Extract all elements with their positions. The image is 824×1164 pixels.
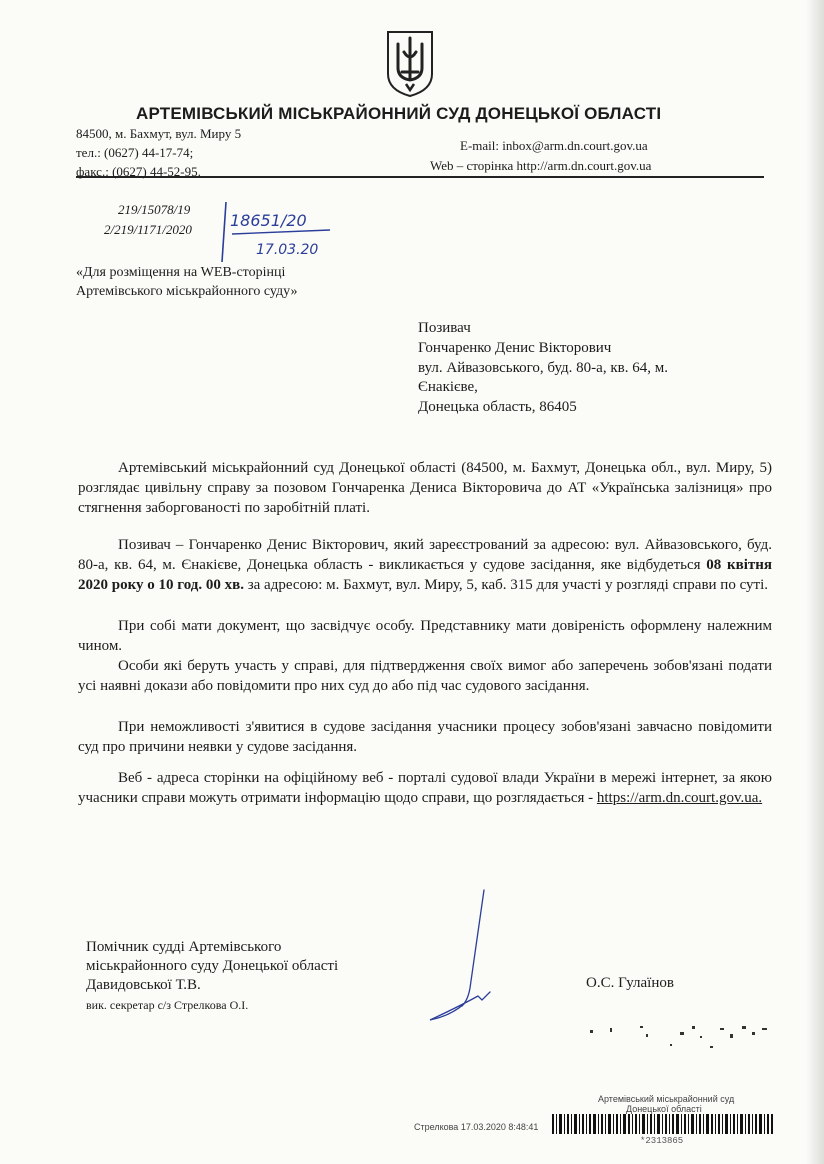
paragraph-absence: При неможливості з'явитися в судове засідання учасники процесу зобов'язані завчасно повідомити суд про причини неявки у судове засідання.	[78, 719, 772, 755]
web-address-text: Веб - адреса сторінки на офіційному веб - порталі судової влади України в мережі інтернет, за якою учасники справи можуть отримати інформацію щодо справи, що розглядається -	[78, 770, 772, 806]
court-email: E-mail: inbox@arm.dn.court.gov.ua	[460, 138, 648, 153]
case-number-2: 2/219/1171/2020	[104, 222, 192, 237]
court-web: Web – сторінка http://arm.dn.court.gov.ua	[430, 158, 652, 173]
court-website-link[interactable]: https://arm.dn.court.gov.ua.	[596, 790, 763, 806]
page-edge-shadow	[806, 0, 824, 1164]
addressee-name: Гончаренко Денис Вікторович	[418, 340, 612, 356]
case-number-1: 219/15078/19	[118, 202, 191, 217]
footer-stamp-line-2: Донецької області	[626, 1104, 702, 1114]
trident-emblem-icon	[384, 28, 436, 98]
signer-position-3: Давидовської Т.В.	[86, 977, 201, 993]
addressee-street: вул. Айвазовського, буд. 80-а, кв. 64, м.	[418, 360, 668, 376]
hearing-datetime: 08 квітня 2020 року о 10 год. 00 хв.	[78, 557, 772, 593]
summons-text-b: за адресою: м. Бахмут, вул. Миру, 5, каб. 315 для участі у розгляді справи по суті.	[243, 577, 769, 593]
court-fax: факс.: (0627) 44-52-95.	[76, 164, 201, 179]
handwritten-signature	[420, 888, 540, 1028]
signer-position-2: міськрайонного суду Донецької області	[86, 958, 339, 974]
paragraph-evidence: Особи які беруть участь у справі, для підтвердження своїх вимог або заперечень зобов'язані подати усі наявні докази або повідомити про них суд до або під час судового засідання.	[78, 658, 772, 694]
addressee-region: Донецька область, 86405	[418, 399, 577, 415]
addressee-city: Єнакієве,	[418, 379, 478, 395]
court-title: АРТЕМІВСЬКИЙ МІСЬКРАЙОННИЙ СУД ДОНЕЦЬКОЇ ОБЛАСТІ	[136, 104, 662, 123]
secretary-note: вик. секретар с/з Стрелкова О.І.	[86, 998, 249, 1012]
paragraph-documents: При собі мати документ, що засвідчує особу. Представнику мати довіреність оформлену належним чином.	[78, 618, 772, 654]
note-line-2: Артемівського міськрайонного суду»	[76, 284, 298, 299]
paragraph-summons	[78, 535, 772, 595]
paragraph-intro: Артемівський міськрайонний суд Донецької області (84500, м. Бахмут, Донецька обл., вул. Миру, 5) розглядає цивільну справу за позовом Гончаренка Дениса Вікторовича до АТ «Українська залізниця» про стягнення заборгованості по заробітній платі.	[78, 460, 772, 516]
print-info: Стрелкова 17.03.2020 8:48:41	[414, 1122, 539, 1132]
signer-position-1: Помічник судді Артемівського	[86, 939, 282, 955]
registration-stamp	[220, 198, 340, 266]
signer-name: О.С. Гулаїнов	[586, 975, 674, 991]
document-barcode	[552, 1114, 774, 1134]
paragraph-web-address	[78, 768, 772, 808]
court-address: 84500, м. Бахмут, вул. Миру 5	[76, 126, 242, 141]
court-phone: тел.: (0627) 44-17-74;	[76, 145, 194, 160]
faded-seal-marks	[580, 1020, 780, 1060]
barcode-number: *2313865	[640, 1136, 684, 1146]
stamp-date: 17.03.20	[256, 242, 319, 258]
header-divider	[76, 176, 764, 178]
note-line-1: «Для розміщення на WEB-сторінці	[76, 265, 286, 280]
footer-stamp-line-1: Артемівський міськрайонний суд	[598, 1094, 735, 1104]
stamp-number: 18651/20	[230, 211, 307, 230]
summons-text-a: Позивач – Гончаренко Денис Вікторович, який зареєстрований за адресою: вул. Айвазовського, буд. 80-а, кв. 64, м. Єнакієве, Донецька область - викликається у судове засідання, яке відбудеться	[78, 537, 772, 573]
addressee-role: Позивач	[418, 320, 471, 336]
